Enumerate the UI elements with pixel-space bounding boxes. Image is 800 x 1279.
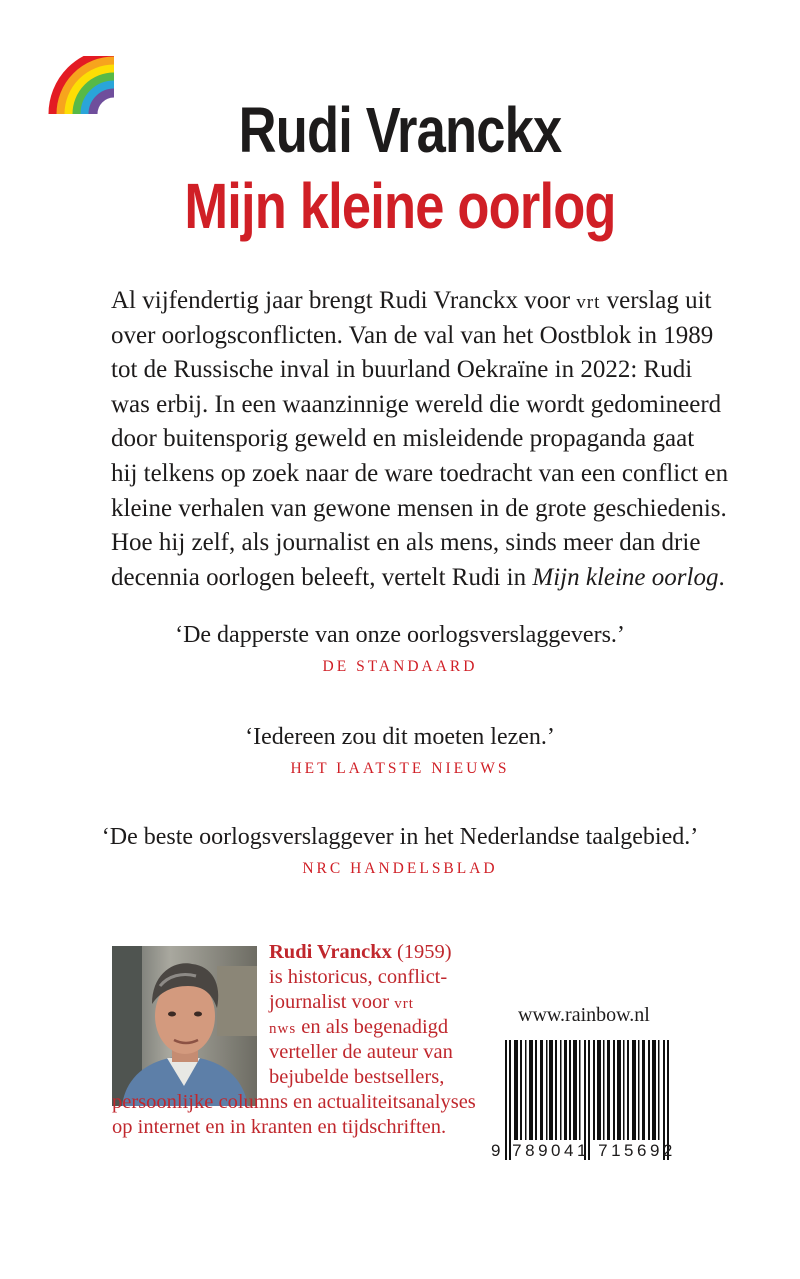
bio-line: Rudi Vranckx (1959) [269,941,452,963]
bio-line: op internet en in kranten en tijdschriften. [112,1116,447,1138]
isbn-number: 9 789041 715692 [491,1141,676,1160]
bio-line: journalist voor vrt [269,991,414,1013]
blurb [111,284,729,595]
blurb-line: Hoe hij zelf, als journalist en als mens, sinds meer dan drie [111,529,701,557]
blurb-line: hij telkens op zoek naar de ware toedracht van een conflict en [111,459,729,487]
blurb-line: Al vijfendertig jaar brengt Rudi Vranckx voor vrt verslag uit [111,287,712,314]
quote-text: ‘De beste oorlogsverslaggever in het Nederlandse taalgebied.’ [101,824,699,850]
book-title-italic: Mijn kleine oorlog [532,563,719,591]
blurb-line: over oorlogsconflicten. Van de val van het Oostblok in 1989 [111,321,714,349]
bio-line: bejubelde bestsellers, [269,1066,445,1088]
bio-author-name: Rudi Vranckx [269,941,392,963]
quote-text: ‘De dapperste van onze oorlogsverslaggevers.’ [175,622,625,648]
author-name: Rudi Vranckx [238,94,562,166]
publisher-url: www.rainbow.nl [518,1004,650,1026]
bio-line: persoonlijke columns en actualiteitsanalyses [112,1091,476,1113]
blurb-line: was erbij. In een waanzinnige wereld die wordt gedomineerd [111,390,722,418]
bio-line: nws en als begenadigd [269,1016,449,1038]
blurb-line: kleine verhalen van gewone mensen in de grote geschiedenis. [111,494,727,522]
book-title: Mijn kleine oorlog [184,170,616,242]
review-quote [0,722,800,782]
vrt-smallcaps: vrt [576,292,601,313]
bio-line: verteller de auteur van [269,1041,453,1063]
bio-line: is historicus, conflict- [269,966,448,988]
author-bio [112,940,476,1140]
blurb-line: door buitensporig geweld en misleidende propaganda gaat [111,425,695,453]
blurb-line: tot de Russische inval in buurland Oekraïne in 2022: Rudi [111,356,693,384]
blurb-line: decennia oorlogen beleeft, vertelt Rudi in Mijn kleine oorlog. [111,563,725,591]
quote-text: ‘Iedereen zou dit moeten lezen.’ [245,724,555,750]
quote-source: DE STANDAARD [322,658,478,675]
quote-source: HET LAATSTE NIEUWS [290,760,510,777]
review-quote [0,620,800,680]
quote-source: NRC HANDELSBLAD [302,860,498,877]
review-quote [0,822,800,882]
